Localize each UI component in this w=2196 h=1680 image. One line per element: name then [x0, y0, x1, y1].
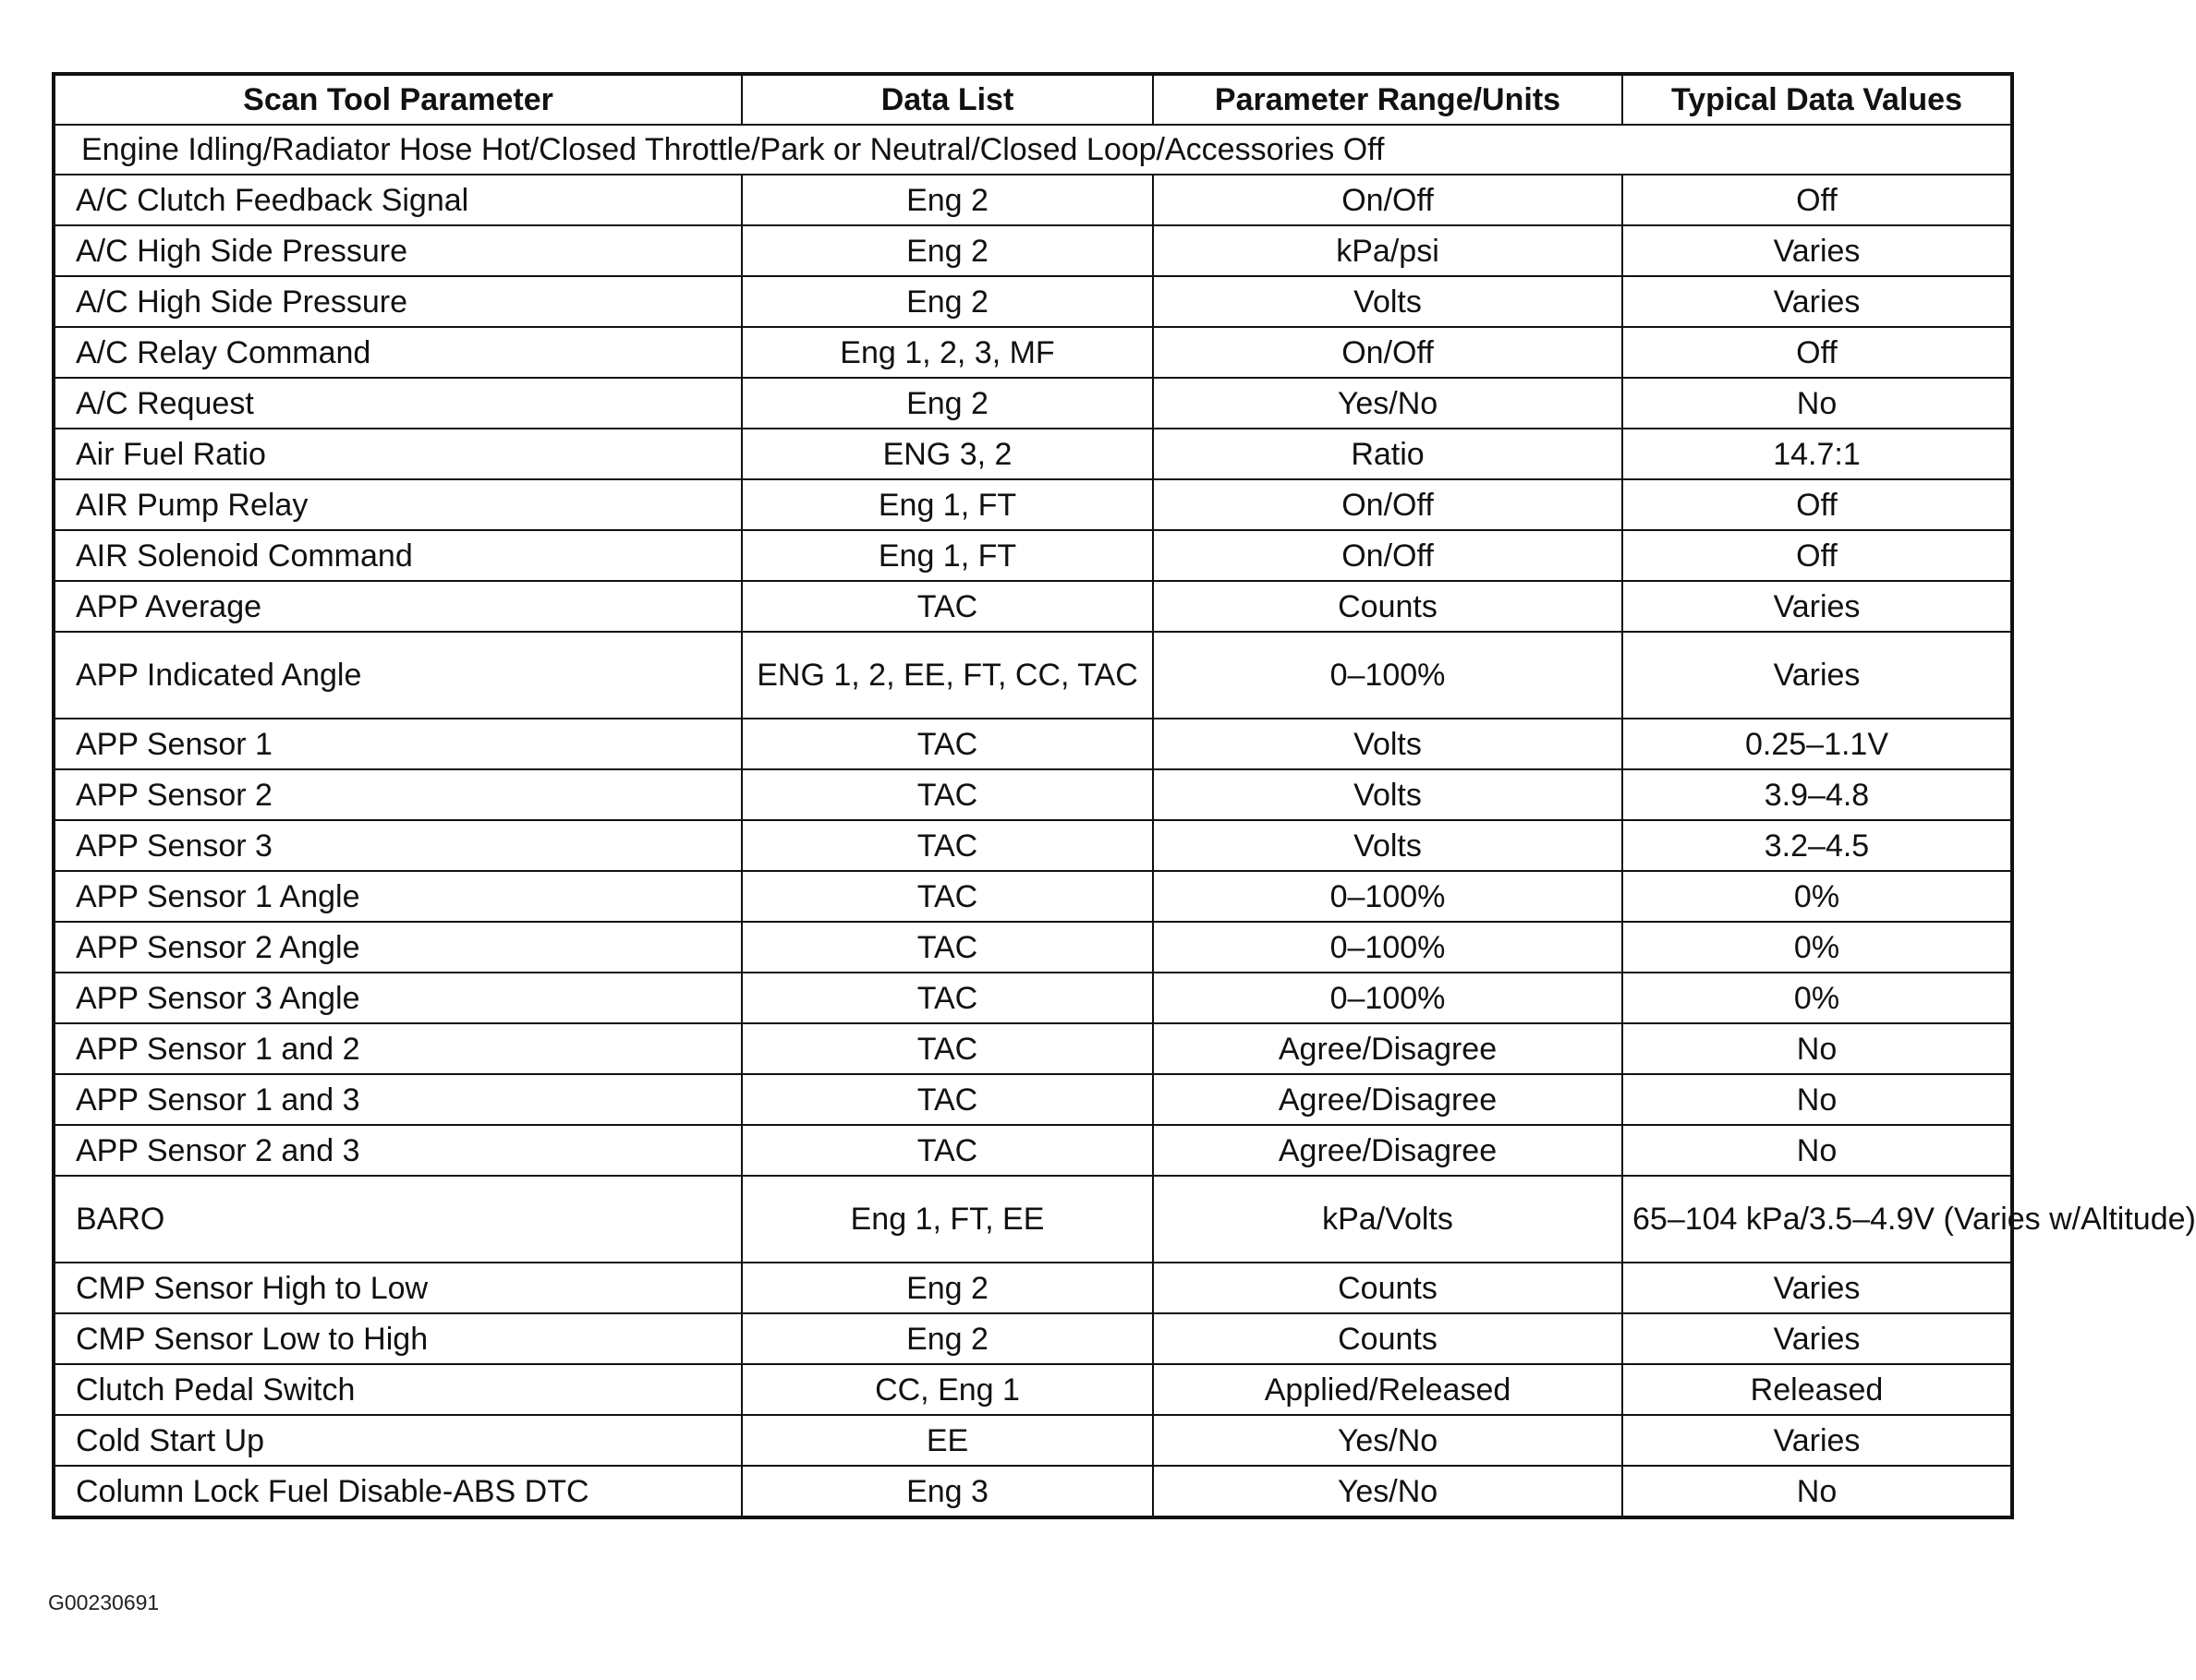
range-units-cell: Yes/No — [1153, 1466, 1622, 1517]
typical-value-cell: Varies — [1622, 276, 2012, 327]
parameter-cell: A/C Clutch Feedback Signal — [54, 175, 742, 225]
operating-condition: Engine Idling/Radiator Hose Hot/Closed Throttle/Park or Neutral/Closed Loop/Accessories Off — [54, 125, 2012, 175]
header-data-list: Data List — [742, 74, 1153, 125]
typical-value-cell: 3.2–4.5 — [1622, 820, 2012, 871]
table-row — [54, 1313, 2012, 1364]
parameter-cell: APP Sensor 1 — [54, 719, 742, 769]
table-row — [54, 581, 2012, 632]
header-scan-tool-parameter: Scan Tool Parameter — [54, 74, 742, 125]
parameter-cell: A/C High Side Pressure — [54, 276, 742, 327]
data-list-cell: TAC — [742, 581, 1153, 632]
range-units-cell: Counts — [1153, 1263, 1622, 1313]
data-list-cell: TAC — [742, 1074, 1153, 1125]
typical-value-cell: 14.7:1 — [1622, 429, 2012, 479]
table-row — [54, 378, 2012, 429]
range-units-cell: Yes/No — [1153, 378, 1622, 429]
range-units-cell: Volts — [1153, 276, 1622, 327]
range-units-cell: kPa/Volts — [1153, 1176, 1622, 1263]
table-row — [54, 632, 2012, 719]
range-units-cell: kPa/psi — [1153, 225, 1622, 276]
data-list-cell: Eng 1, FT, EE — [742, 1176, 1153, 1263]
parameter-cell: APP Sensor 1 and 2 — [54, 1023, 742, 1074]
data-list-cell: TAC — [742, 769, 1153, 820]
table-row — [54, 1364, 2012, 1415]
range-units-cell: Counts — [1153, 1313, 1622, 1364]
typical-value-cell: Varies — [1622, 225, 2012, 276]
parameter-cell: APP Sensor 1 Angle — [54, 871, 742, 922]
range-units-cell: Volts — [1153, 769, 1622, 820]
header-parameter-range-units: Parameter Range/Units — [1153, 74, 1622, 125]
typical-value-cell: Off — [1622, 479, 2012, 530]
table-row — [54, 530, 2012, 581]
data-list-cell: TAC — [742, 820, 1153, 871]
range-units-cell: On/Off — [1153, 327, 1622, 378]
parameter-cell: AIR Solenoid Command — [54, 530, 742, 581]
scan-tool-parameter-table — [52, 72, 2196, 1519]
data-list-cell: TAC — [742, 1125, 1153, 1176]
data-list-cell: Eng 1, 2, 3, MF — [742, 327, 1153, 378]
table-row — [54, 327, 2012, 378]
table-row — [54, 1125, 2012, 1176]
data-list-cell: Eng 2 — [742, 1313, 1153, 1364]
range-units-cell: 0–100% — [1153, 973, 1622, 1023]
parameter-cell: CMP Sensor High to Low — [54, 1263, 742, 1313]
parameter-cell: CMP Sensor Low to High — [54, 1313, 742, 1364]
data-list-cell: Eng 2 — [742, 225, 1153, 276]
data-list-cell: Eng 1, FT — [742, 479, 1153, 530]
data-list-cell: TAC — [742, 922, 1153, 973]
range-units-cell: Agree/Disagree — [1153, 1023, 1622, 1074]
table-row — [54, 922, 2012, 973]
table-row — [54, 1023, 2012, 1074]
figure-id: G00230691 — [48, 1590, 160, 1614]
parameter-cell: APP Average — [54, 581, 742, 632]
parameter-cell: APP Sensor 2 Angle — [54, 922, 742, 973]
typical-value-cell: No — [1622, 1125, 2012, 1176]
table-row — [54, 276, 2012, 327]
parameter-cell: APP Sensor 3 Angle — [54, 973, 742, 1023]
table-row — [54, 871, 2012, 922]
table-row — [54, 769, 2012, 820]
range-units-cell: Volts — [1153, 820, 1622, 871]
parameter-cell: A/C Relay Command — [54, 327, 742, 378]
parameter-cell: APP Sensor 1 and 3 — [54, 1074, 742, 1125]
typical-value-cell: Varies — [1622, 1263, 2012, 1313]
typical-value-cell: Varies — [1622, 1415, 2012, 1466]
typical-value-cell: Released — [1622, 1364, 2012, 1415]
table-row — [54, 1074, 2012, 1125]
parameter-cell: APP Sensor 2 — [54, 769, 742, 820]
parameter-cell: A/C High Side Pressure — [54, 225, 742, 276]
typical-value-cell: Varies — [1622, 1313, 2012, 1364]
typical-value-cell: Off — [1622, 530, 2012, 581]
parameter-cell: Column Lock Fuel Disable-ABS DTC — [54, 1466, 742, 1517]
typical-value-cell: Varies — [1622, 581, 2012, 632]
range-units-cell: Agree/Disagree — [1153, 1074, 1622, 1125]
typical-value-cell: No — [1622, 1074, 2012, 1125]
typical-value-cell: 0% — [1622, 871, 2012, 922]
table-row — [54, 175, 2012, 225]
header-typical-data-values: Typical Data Values — [1622, 74, 2012, 125]
data-list-cell: TAC — [742, 871, 1153, 922]
typical-value-cell: 0% — [1622, 922, 2012, 973]
typical-value-cell: 65–104 kPa/3.5–4.9V (Varies w/Altitude) — [1622, 1176, 2012, 1263]
range-units-cell: 0–100% — [1153, 632, 1622, 719]
data-list-cell: ENG 3, 2 — [742, 429, 1153, 479]
table-row — [54, 225, 2012, 276]
typical-value-cell: No — [1622, 1466, 2012, 1517]
table-row — [54, 1415, 2012, 1466]
data-list-cell: ENG 1, 2, EE, FT, CC, TAC — [742, 632, 1153, 719]
data-list-cell: TAC — [742, 973, 1153, 1023]
range-units-cell: On/Off — [1153, 530, 1622, 581]
parameter-cell: Clutch Pedal Switch — [54, 1364, 742, 1415]
parameter-cell: BARO — [54, 1176, 742, 1263]
typical-value-cell: No — [1622, 378, 2012, 429]
data-list-cell: Eng 2 — [742, 276, 1153, 327]
table-row — [54, 719, 2012, 769]
range-units-cell: On/Off — [1153, 175, 1622, 225]
typical-value-cell: 0.25–1.1V — [1622, 719, 2012, 769]
parameter-cell: APP Sensor 2 and 3 — [54, 1125, 742, 1176]
data-list-cell: EE — [742, 1415, 1153, 1466]
range-units-cell: On/Off — [1153, 479, 1622, 530]
data-list-cell: CC, Eng 1 — [742, 1364, 1153, 1415]
parameter-cell: AIR Pump Relay — [54, 479, 742, 530]
table-row — [54, 1176, 2012, 1263]
data-list-cell: TAC — [742, 719, 1153, 769]
typical-value-cell: Off — [1622, 175, 2012, 225]
data-list-cell: Eng 2 — [742, 175, 1153, 225]
parameter-cell: APP Indicated Angle — [54, 632, 742, 719]
parameter-cell: APP Sensor 3 — [54, 820, 742, 871]
typical-value-cell: 0% — [1622, 973, 2012, 1023]
table-row — [54, 429, 2012, 479]
typical-value-cell: 3.9–4.8 — [1622, 769, 2012, 820]
data-list-cell: Eng 1, FT — [742, 530, 1153, 581]
range-units-cell: Applied/Released — [1153, 1364, 1622, 1415]
table-body — [54, 125, 2196, 1517]
condition-row — [54, 125, 2012, 175]
header-row — [54, 74, 2012, 125]
typical-value-cell: Off — [1622, 327, 2012, 378]
table-row — [54, 820, 2012, 871]
range-units-cell: Volts — [1153, 719, 1622, 769]
range-units-cell: Yes/No — [1153, 1415, 1622, 1466]
range-units-cell: Ratio — [1153, 429, 1622, 479]
range-units-cell: 0–100% — [1153, 922, 1622, 973]
data-list-cell: Eng 2 — [742, 1263, 1153, 1313]
typical-value-cell: Varies — [1622, 632, 2012, 719]
parameter-cell: A/C Request — [54, 378, 742, 429]
typical-value-cell: No — [1622, 1023, 2012, 1074]
table-row — [54, 1466, 2012, 1517]
range-units-cell: Counts — [1153, 581, 1622, 632]
data-list-cell: Eng 2 — [742, 378, 1153, 429]
table-row — [54, 973, 2012, 1023]
range-units-cell: 0–100% — [1153, 871, 1622, 922]
table-row — [54, 1263, 2012, 1313]
parameter-cell: Air Fuel Ratio — [54, 429, 742, 479]
data-list-cell: TAC — [742, 1023, 1153, 1074]
range-units-cell: Agree/Disagree — [1153, 1125, 1622, 1176]
data-list-cell: Eng 3 — [742, 1466, 1153, 1517]
table-row — [54, 479, 2012, 530]
parameter-cell: Cold Start Up — [54, 1415, 742, 1466]
